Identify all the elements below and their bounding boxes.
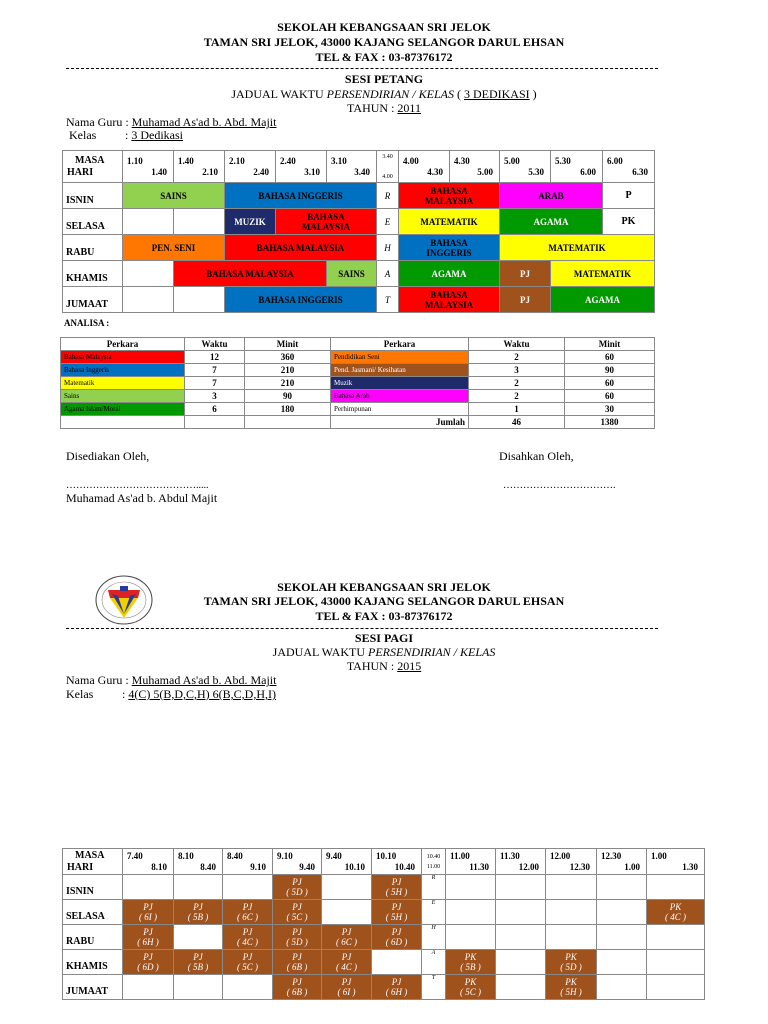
rest-letter: A: [377, 261, 399, 287]
time-slot: 1.10 1.40: [123, 151, 174, 183]
empty-cell: [174, 975, 223, 1000]
subject-cell: PJ: [500, 261, 551, 287]
rest-time-slot: 10.40 11.00: [422, 849, 446, 875]
analisa-table: [60, 337, 655, 429]
school-address: TAMAN SRI JELOK, 43000 KAJANG SELANGOR DARUL EHSAN: [203, 594, 565, 608]
empty-cell: [446, 875, 496, 900]
time-slot: 4.00 4.30: [399, 151, 450, 183]
empty-cell: [123, 875, 174, 900]
analisa-cell: Agama Islam/Moral: [61, 403, 185, 416]
empty-cell: [223, 875, 273, 900]
morning-timetable: [62, 848, 705, 1000]
class-line: Kelas : 3 Dedikasi: [69, 128, 183, 142]
analisa-cell: 90: [565, 364, 655, 377]
pj-cell: PJ ( 6I ): [322, 975, 372, 1000]
analisa-cell: 360: [245, 351, 331, 364]
pj-cell: PJ ( 5D ): [273, 925, 322, 950]
empty-cell: [123, 975, 174, 1000]
day-label: SELASA: [63, 900, 123, 925]
analisa-cell: 210: [245, 377, 331, 390]
divider: [66, 628, 658, 629]
subject-cell: MATEMATIK: [551, 261, 655, 287]
empty-cell: [597, 950, 647, 975]
empty-cell: [597, 900, 647, 925]
afternoon-timetable: [62, 150, 655, 313]
empty-cell: [496, 925, 546, 950]
analisa-cell: 2: [469, 390, 565, 403]
empty-cell: [322, 900, 372, 925]
analisa-cell: Bahasa Arab: [331, 390, 469, 403]
time-slot: 2.40 3.10: [276, 151, 327, 183]
day-label: RABU: [63, 925, 123, 950]
pj-cell: PJ ( 5B ): [174, 950, 223, 975]
rest-letter: A: [422, 950, 446, 975]
empty-cell: [647, 925, 705, 950]
time-slot: 11.00 11.30: [446, 849, 496, 875]
analisa-cell: 3: [185, 390, 245, 403]
subject-cell: BAHASA INGGERIS: [399, 235, 500, 261]
pk-cell: PK ( 5B ): [446, 950, 496, 975]
pj-cell: PJ ( 6D ): [123, 950, 174, 975]
time-slot: 9.40 10.10: [322, 849, 372, 875]
pj-cell: PJ ( 6D ): [372, 925, 422, 950]
time-slot: 8.40 9.10: [223, 849, 273, 875]
subject-cell: AGAMA: [399, 261, 500, 287]
subject-cell: SAINS: [327, 261, 377, 287]
subject-cell: ARAB: [500, 183, 603, 209]
subject-cell: BAHASA INGGERIS: [225, 287, 377, 313]
time-slot: 12.00 12.30: [546, 849, 597, 875]
school-name: SEKOLAH KEBANGSAAN SRI JELOK: [277, 20, 491, 34]
analisa-header: Waktu: [185, 338, 245, 351]
analisa-header: Perkara: [61, 338, 185, 351]
subject-cell: P: [603, 183, 655, 209]
empty-cell: [496, 975, 546, 1000]
pj-cell: PJ ( 6B ): [273, 975, 322, 1000]
empty-cell: [446, 900, 496, 925]
teacher-name: Nama Guru : Muhamad As'ad b. Abd. Majit: [66, 115, 277, 129]
empty-cell: [496, 950, 546, 975]
analisa-cell: Pendidikan Seni: [331, 351, 469, 364]
analisa-header: Waktu: [469, 338, 565, 351]
analisa-cell: [185, 416, 245, 429]
analisa-cell: [61, 416, 185, 429]
time-slot: 5.30 6.00: [551, 151, 603, 183]
signature-line-left: ………………………………….....: [66, 480, 209, 491]
analisa-header: Perkara: [331, 338, 469, 351]
analisa-cell: 210: [245, 364, 331, 377]
pj-cell: PJ ( 5C ): [223, 950, 273, 975]
subject-cell: BAHASA MALAYSIA: [276, 209, 377, 235]
time-slot: 6.00 6.30: [603, 151, 655, 183]
analisa-cell: Sains: [61, 390, 185, 403]
day-label: ISNIN: [63, 875, 123, 900]
empty-cell: [597, 975, 647, 1000]
empty-cell: [174, 209, 225, 235]
rest-letter: R: [377, 183, 399, 209]
subject-cell: AGAMA: [500, 209, 603, 235]
empty-cell: [123, 261, 174, 287]
empty-cell: [597, 875, 647, 900]
time-slot: 8.10 8.40: [174, 849, 223, 875]
rest-letter: R: [422, 875, 446, 900]
empty-cell: [546, 925, 597, 950]
day-label: ISNIN: [63, 183, 123, 209]
masa-hari-header: MASA HARI: [63, 849, 123, 875]
analisa-cell: 90: [245, 390, 331, 403]
empty-cell: [597, 925, 647, 950]
pj-cell: PJ ( 6I ): [123, 900, 174, 925]
subject-cell: PEN. SENI: [123, 235, 225, 261]
rest-letter: H: [377, 235, 399, 261]
analisa-cell: Bahasa Inggeris: [61, 364, 185, 377]
empty-cell: [174, 925, 223, 950]
analisa-label: ANALISA :: [64, 318, 110, 328]
pj-cell: PJ ( 4C ): [322, 950, 372, 975]
analisa-cell: 2: [469, 351, 565, 364]
time-slot: 4.30 5.00: [450, 151, 500, 183]
analisa-cell: Bahasa Malaysia: [61, 351, 185, 364]
approved-by-label: Disahkan Oleh,: [499, 449, 574, 463]
day-label: JUMAAT: [63, 287, 123, 313]
pk-cell: PK ( 5H ): [546, 975, 597, 1000]
rest-letter: T: [422, 975, 446, 1000]
rest-letter: E: [377, 209, 399, 235]
day-label: JUMAAT: [63, 975, 123, 1000]
school-phone: TEL & FAX : 03-87376172: [315, 50, 453, 64]
analisa-cell: Matematik: [61, 377, 185, 390]
pj-cell: PJ ( 6H ): [123, 925, 174, 950]
rest-letter: T: [377, 287, 399, 313]
year: TAHUN : 2011: [347, 101, 421, 115]
year: TAHUN : 2015: [346, 659, 422, 673]
time-slot: 12.30 1.00: [597, 849, 647, 875]
subject-cell: BAHASA MALAYSIA: [399, 287, 500, 313]
empty-cell: [123, 287, 174, 313]
analisa-cell: 12: [185, 351, 245, 364]
subject-cell: MUZIK: [225, 209, 276, 235]
analisa-row: [61, 351, 655, 364]
analisa-cell: 3: [469, 364, 565, 377]
analisa-cell: 7: [185, 364, 245, 377]
pj-cell: PJ ( 6C ): [223, 900, 273, 925]
school-address: TAMAN SRI JELOK, 43000 KAJANG SELANGOR DARUL EHSAN: [203, 35, 565, 49]
subject-cell: AGAMA: [551, 287, 655, 313]
rest-time-slot: 3.40 4.00: [377, 151, 399, 183]
teacher-name: Nama Guru : Muhamad As'ad b. Abd. Majit: [66, 673, 277, 687]
subject-cell: MATEMATIK: [399, 209, 500, 235]
empty-cell: [546, 875, 597, 900]
analisa-row: [61, 390, 655, 403]
time-slot: 5.00 5.30: [500, 151, 551, 183]
empty-cell: [372, 950, 422, 975]
timetable-title: JADUAL WAKTU PERSENDIRIAN / KELAS: [272, 645, 496, 659]
pj-cell: PJ ( 5C ): [273, 900, 322, 925]
analisa-cell: 2: [469, 377, 565, 390]
analisa-row: [61, 364, 655, 377]
analisa-cell: [245, 416, 331, 429]
empty-cell: [446, 925, 496, 950]
time-slot: 9.10 9.40: [273, 849, 322, 875]
time-slot: 3.10 3.40: [327, 151, 377, 183]
total-waktu: 46: [469, 416, 565, 429]
analisa-cell: Muzik: [331, 377, 469, 390]
prepared-by-label: Disediakan Oleh,: [66, 449, 150, 463]
time-slot: 7.40 8.10: [123, 849, 174, 875]
session-title: SESI PAGI: [354, 631, 414, 645]
school-phone: TEL & FAX : 03-87376172: [315, 609, 453, 623]
analisa-header: Minit: [565, 338, 655, 351]
pj-cell: PJ ( 6B ): [273, 950, 322, 975]
analisa-cell: 6: [185, 403, 245, 416]
subject-cell: SAINS: [123, 183, 225, 209]
analisa-cell: 60: [565, 351, 655, 364]
analisa-cell: Perhimpunan: [331, 403, 469, 416]
empty-cell: [546, 900, 597, 925]
analisa-cell: 1: [469, 403, 565, 416]
pk-cell: PK ( 5D ): [546, 950, 597, 975]
class-line: Kelas : 4(C) 5(B,D,C,H) 6(B,C,D,H,I): [66, 687, 276, 701]
pj-cell: PJ ( 5H ): [372, 900, 422, 925]
pj-cell: PJ ( 5D ): [273, 875, 322, 900]
empty-cell: [174, 875, 223, 900]
time-slot: 10.10 10.40: [372, 849, 422, 875]
school-name: SEKOLAH KEBANGSAAN SRI JELOK: [277, 580, 491, 594]
empty-cell: [647, 950, 705, 975]
day-label: SELASA: [63, 209, 123, 235]
time-slot: 11.30 12.00: [496, 849, 546, 875]
empty-cell: [647, 975, 705, 1000]
subject-cell: BAHASA MALAYSIA: [399, 183, 500, 209]
pj-cell: PJ ( 6H ): [372, 975, 422, 1000]
subject-cell: BAHASA MALAYSIA: [174, 261, 327, 287]
rest-letter: H: [422, 925, 446, 950]
masa-hari-header: MASA HARI: [63, 151, 123, 183]
pj-cell: PJ ( 5H ): [372, 875, 422, 900]
day-label: RABU: [63, 235, 123, 261]
day-label: KHAMIS: [63, 950, 123, 975]
empty-cell: [223, 975, 273, 1000]
time-slot: 2.10 2.40: [225, 151, 276, 183]
analisa-header: Minit: [245, 338, 331, 351]
analisa-cell: 60: [565, 390, 655, 403]
empty-cell: [123, 209, 174, 235]
subject-cell: PK: [603, 209, 655, 235]
total-minit: 1380: [565, 416, 655, 429]
pj-cell: PJ ( 6C ): [322, 925, 372, 950]
empty-cell: [496, 900, 546, 925]
analisa-cell: 7: [185, 377, 245, 390]
empty-cell: [647, 875, 705, 900]
signatory-name: Muhamad As'ad b. Abdul Majit: [66, 491, 218, 505]
analisa-cell: 30: [565, 403, 655, 416]
day-label: KHAMIS: [63, 261, 123, 287]
subject-cell: MATEMATIK: [500, 235, 655, 261]
subject-cell: BAHASA MALAYSIA: [225, 235, 377, 261]
timetable-title: JADUAL WAKTU PERSENDIRIAN / KELAS ( 3 DEDIKASI ): [231, 87, 537, 101]
session-title: SESI PETANG: [344, 72, 424, 86]
analisa-cell: 180: [245, 403, 331, 416]
empty-cell: [322, 875, 372, 900]
analisa-row: [61, 403, 655, 416]
time-slot: 1.00 1.30: [647, 849, 705, 875]
empty-cell: [496, 875, 546, 900]
subject-cell: BAHASA INGGERIS: [225, 183, 377, 209]
signature-line-right: …………………………….: [503, 480, 616, 491]
pk-cell: PK ( 5C ): [446, 975, 496, 1000]
pj-cell: PJ ( 5B ): [174, 900, 223, 925]
subject-cell: PJ: [500, 287, 551, 313]
analisa-cell: 60: [565, 377, 655, 390]
total-label: Jumlah: [331, 416, 469, 429]
pj-cell: PJ ( 4C ): [223, 925, 273, 950]
analisa-row: [61, 377, 655, 390]
rest-letter: E: [422, 900, 446, 925]
empty-cell: [174, 287, 225, 313]
divider: [66, 68, 658, 69]
time-slot: 1.40 2.10: [174, 151, 225, 183]
analisa-cell: Pend. Jasmani/ Kesihatan: [331, 364, 469, 377]
pk-cell: PK ( 4C ): [647, 900, 705, 925]
